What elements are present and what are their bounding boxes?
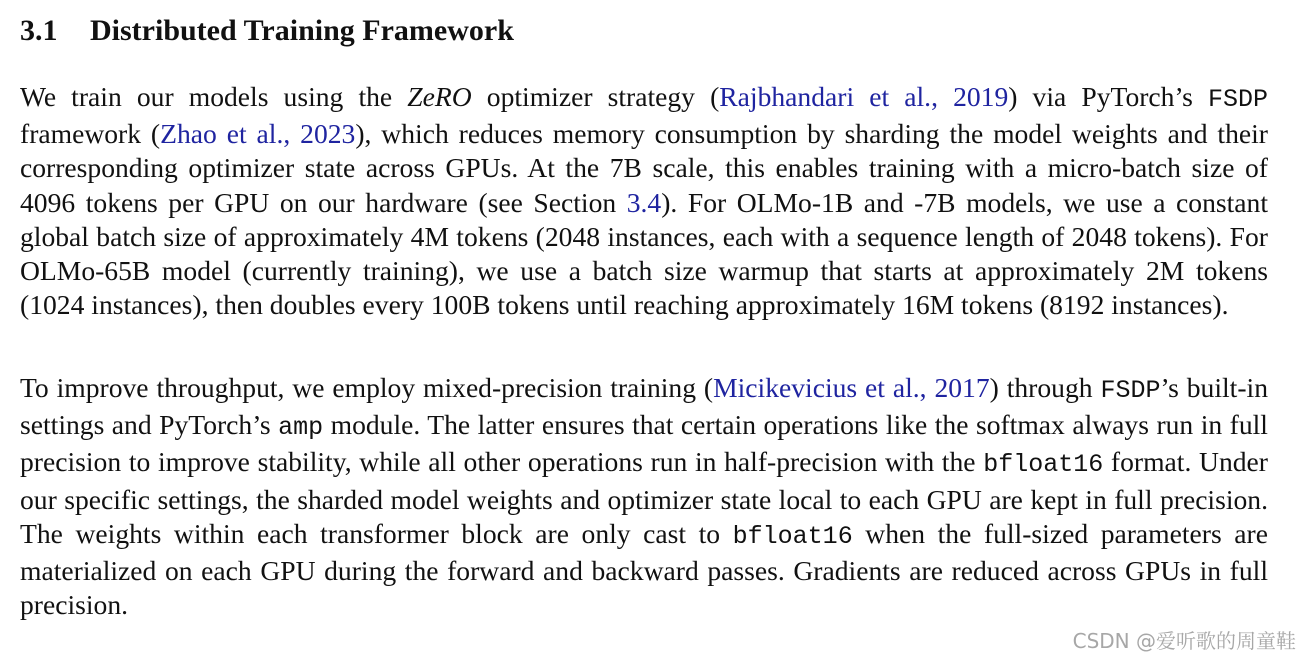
paragraph-distributed-training: [20, 80, 1268, 322]
citation-year: 2019: [953, 81, 1009, 112]
text-segment: ). For OLMo-1B and -7B models, we use a constant global batch size of approximately 4M tokens (2048 instances, each with a sequence length of 2048 tokens). For OLMo-65B model (currently training), we use a batch size warmup that starts at approximately 2M tokens (1024 instances), then doubles every 100B tokens until reaching approximately 16M tokens (8192 instances).: [20, 186, 1269, 321]
amp-code: amp: [278, 413, 324, 443]
citation-separator: ,: [919, 372, 927, 403]
text-segment: module. The latter ensures that certain operations like the softmax always run in full precision to improve stability, while all other operations run in half-precision with the: [20, 409, 1268, 478]
section-title: Distributed Training Framework: [90, 14, 514, 47]
csdn-watermark: CSDN @爱听歌的周童鞋: [1072, 629, 1296, 653]
section-ref-link[interactable]: 3.4: [626, 186, 662, 218]
citation-year: 2017: [934, 372, 990, 403]
citation-link-zhao[interactable]: [160, 118, 355, 149]
citation-authors: Micikevicius et al.: [713, 372, 920, 403]
text-segment: format. Under our specific settings, the sharded model weights and optimizer state local to each GPU are kept in full precision. The weights within each transformer block are only cast to: [20, 446, 1268, 549]
section-heading: [20, 12, 514, 50]
text-segment: We train our models using the: [20, 81, 393, 112]
paragraph-mixed-precision: [20, 371, 1268, 622]
text-segment: To improve throughput, we employ mixed-precision training (: [20, 372, 714, 403]
citation-link-micikevicius[interactable]: [713, 372, 990, 403]
bfloat16-code: bfloat16: [983, 450, 1104, 480]
bfloat16-code: bfloat16: [732, 521, 853, 551]
text-segment: ), which reduces memory consumption by sharding the model weights and their corresponding optimizer state across GPUs. At the 7B scale, this enables training with a micro-batch size of 4096 tokens per GPU on our hardware (see Section: [20, 118, 1268, 218]
citation-separator: ,: [931, 81, 938, 112]
text-segment: ) through: [989, 372, 1093, 403]
text-segment: ’s built-in settings and PyTorch’s: [20, 372, 1268, 441]
citation-link-rajbhandari[interactable]: [719, 81, 1008, 112]
citation-separator: ,: [283, 118, 291, 150]
section-number: 3.1: [20, 14, 58, 47]
text-segment: ) via PyTorch’s: [1008, 81, 1193, 112]
citation-authors: Zhao et al.: [160, 118, 284, 150]
fsdp-code: FSDP: [1208, 85, 1269, 114]
citation-year: 2023: [300, 118, 356, 150]
citation-authors: Rajbhandari et al.: [719, 81, 932, 112]
zero-term: ZeRO: [407, 81, 472, 112]
text-segment: optimizer strategy (: [486, 81, 720, 112]
fsdp-code: FSDP: [1100, 376, 1161, 405]
text-segment: when the full-sized parameters are materialized on each GPU during the forward and backward passes. Gradients are reduced across GPUs in full precision.: [20, 517, 1268, 621]
text-segment: framework (: [20, 118, 161, 150]
